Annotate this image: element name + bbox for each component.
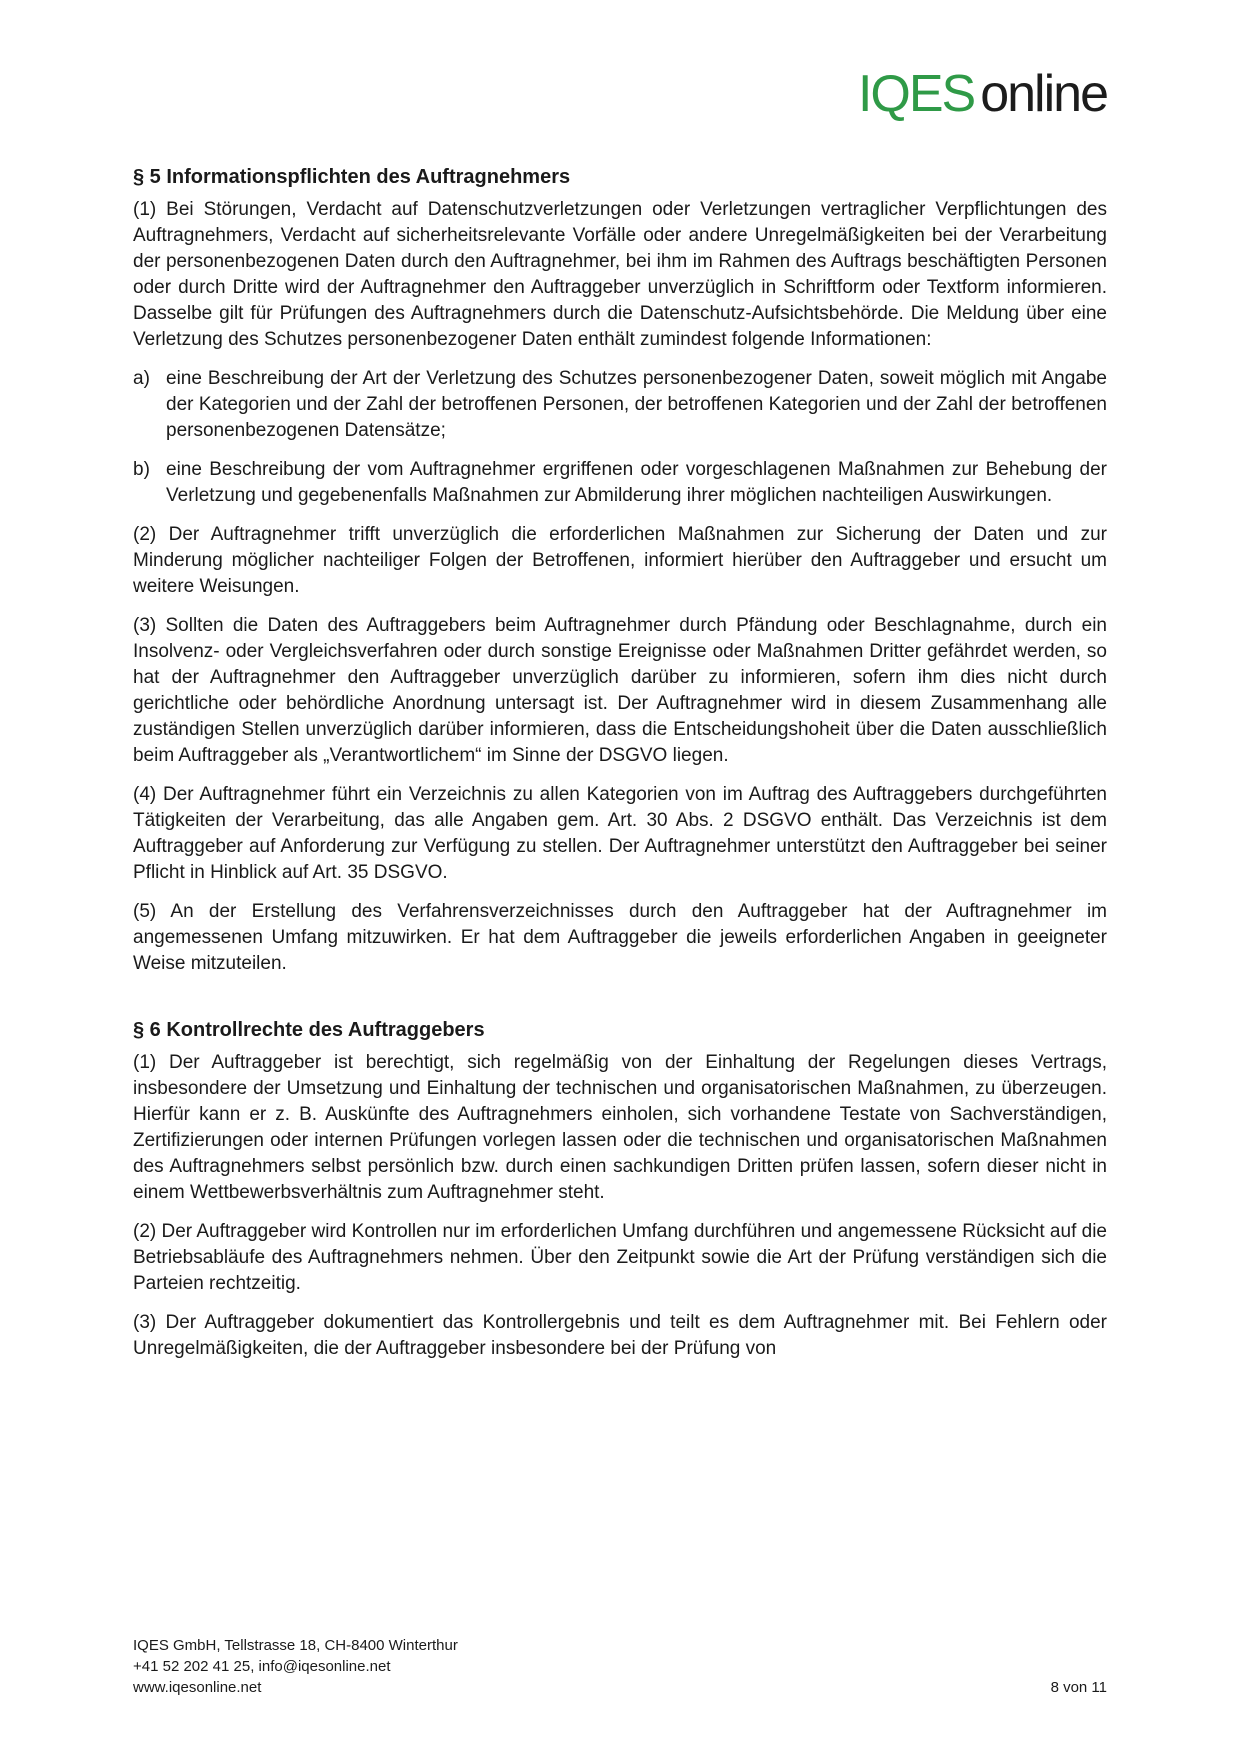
section-heading: § 6 Kontrollrechte des Auftraggebers — [133, 1019, 485, 1041]
paragraph: (1) Bei Störungen, Verdacht auf Datenschutzverletzungen oder Verletzungen vertraglicher Verpflichtungen des Auftragnehmers, Verdacht auf sicherheitsrelevante Vorfälle oder andere Unregelmäßigkeiten bei der Verarbeitung der personenbezogenen Daten durch den Auftragnehmer, bei ihm im Rahmen des Auftrags beschäftigten Personen oder durch Dritte wird der Auftragnehmer den Auftraggeber unverzüglich in Schriftform oder Textform informieren. Dasselbe gilt für Prüfungen des Auftragnehmers durch die Datenschutz-Aufsichtsbehörde. Die Meldung über eine Verletzung des Schutzes personenbezogener Daten enthält zumindest folgende Informationen: — [133, 199, 1107, 350]
footer-contact-line: +41 52 202 41 25, info@iqesonline.net — [133, 1658, 391, 1675]
footer-address-block — [133, 1635, 458, 1698]
paragraph: (2) Der Auftraggeber wird Kontrollen nur im erforderlichen Umfang durchführen und angemessene Rücksicht auf die Betriebsabläufe des Auftragnehmers nehmen. Über den Zeitpunkt sowie die Art der Prüfung verständigen sich die Parteien rechtzeitig. — [133, 1221, 1107, 1294]
list-text: eine Beschreibung der Art der Verletzung des Schutzes personenbezogener Daten, soweit möglich mit Angabe der Kategorien und der Zahl der betroffenen Personen, der betroffenen Kategorien und der Zahl der betroffenen personenbezogenen Datensätze; — [166, 368, 1107, 441]
footer-company-line: IQES GmbH, Tellstrasse 18, CH-8400 Winterthur — [133, 1637, 458, 1654]
paragraph: (2) Der Auftragnehmer trifft unverzüglich die erforderlichen Maßnahmen zur Sicherung der Daten und zur Minderung möglicher nachteiliger Folgen der Betroffenen, informiert hierüber den Auftraggeber und ersucht um weitere Weisungen. — [133, 524, 1107, 597]
paragraph: (1) Der Auftraggeber ist berechtigt, sich regelmäßig von der Einhaltung der Regelungen dieses Vertrags, insbesondere der Umsetzung und Einhaltung der technischen und organisatorischen Maßnahmen, zu überzeugen. Hierfür kann er z. B. Auskünfte des Auftragnehmers einholen, sich vorhandene Testate von Sachverständigen, Zertifizierungen oder internen Prüfungen vorlegen lassen oder die technischen und organisatorischen Maßnahmen des Auftragnehmers selbst persönlich bzw. durch einen sachkundigen Dritten prüfen lassen, sofern dieser nicht in einem Wettbewerbsverhältnis zum Auftragnehmer steht. — [133, 1052, 1107, 1203]
paragraph: (3) Der Auftraggeber dokumentiert das Kontrollergebnis und teilt es dem Auftragnehmer mit. Bei Fehlern oder Unregelmäßigkeiten, die der Auftraggeber insbesondere bei der Prüfung von — [133, 1312, 1107, 1359]
list-text: eine Beschreibung der vom Auftragnehmer ergriffenen oder vorgeschlagenen Maßnahmen zur Behebung der Verletzung und gegebenenfalls Maßnahmen zur Abmilderung ihrer möglichen nachteiligen Auswirkungen. — [166, 459, 1107, 506]
list-item — [133, 457, 1107, 509]
iqes-online-logo — [857, 65, 1107, 123]
paragraph: (5) An der Erstellung des Verfahrensverzeichnisses durch den Auftraggeber hat der Auftragnehmer im angemessenen Umfang mitzuwirken. Er hat dem Auftraggeber die jeweils erforderlichen Angaben in geeigneter Weise mitzuteilen. — [133, 901, 1107, 974]
header — [133, 0, 1107, 123]
logo-online-text: online — [980, 65, 1107, 123]
page-number: 8 von 11 — [1050, 1679, 1107, 1696]
section-paragraph-6 — [133, 1017, 1107, 1362]
footer-website-line: www.iqesonline.net — [133, 1679, 262, 1696]
document-body — [133, 164, 1107, 1362]
section-heading: § 5 Informationspflichten des Auftragnehmers — [133, 166, 571, 188]
list-marker: b) — [133, 459, 150, 480]
list-item — [133, 366, 1107, 444]
page-footer — [133, 1635, 1107, 1698]
section-paragraph-5 — [133, 164, 1107, 977]
paragraph: (4) Der Auftragnehmer führt ein Verzeichnis zu allen Kategorien von im Auftrag des Auftraggebers durchgeführten Tätigkeiten der Verarbeitung, das alle Angaben gem. Art. 30 Abs. 2 DSGVO enthält. Das Verzeichnis ist dem Auftraggeber auf Anforderung zur Verfügung zu stellen. Der Auftragnehmer unterstützt den Auftraggeber bei seiner Pflicht in Hinblick auf Art. 35 DSGVO. — [133, 784, 1107, 883]
list-marker: a) — [133, 368, 150, 389]
logo-iqes-text: IQES — [857, 65, 975, 123]
paragraph: (3) Sollten die Daten des Auftraggebers beim Auftragnehmer durch Pfändung oder Beschlagnahme, durch ein Insolvenz- oder Vergleichsverfahren oder durch sonstige Ereignisse oder Maßnahmen Dritter gefährdet werden, so hat der Auftragnehmer den Auftraggeber unverzüglich darüber zu informieren, sofern ihm dies nicht durch gerichtliche oder behördliche Anordnung untersagt ist. Der Auftragnehmer wird in diesem Zusammenhang alle zuständigen Stellen unverzüglich darüber informieren, dass die Entscheidungshoheit über die Daten ausschließlich beim Auftraggeber als „Verantwortlichem“ im Sinne der DSGVO liegen. — [133, 615, 1107, 766]
